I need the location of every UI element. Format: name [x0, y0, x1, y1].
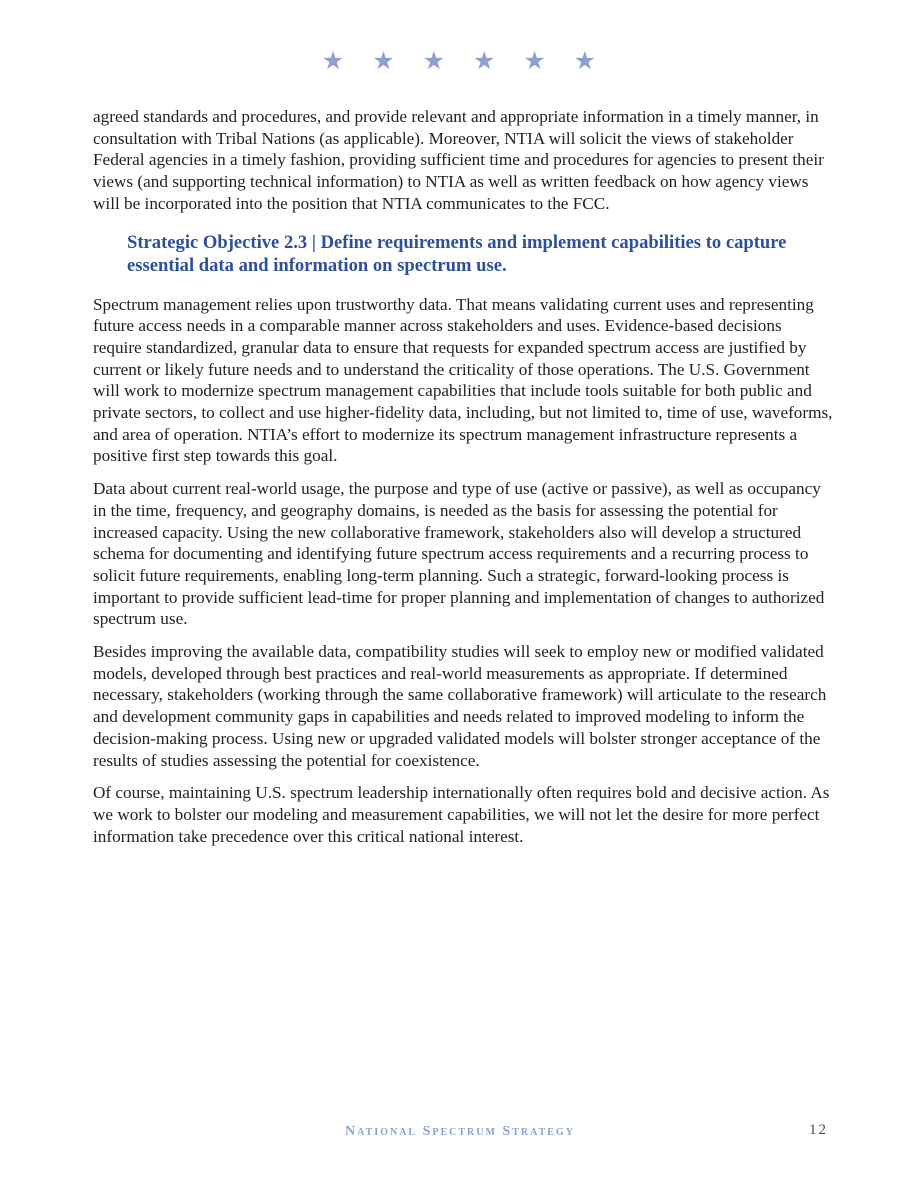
body-paragraph-2: Spectrum management relies upon trustworthy data. That means validating current uses and representing future access needs in a comparable manner across stakeholders and uses. Evidence-based decisions require standardized, granular data to ensure that requests for expanded spectrum access are justified by current or likely future needs and to understand the criticality of those operations. The U.S. Government will work to modernize spectrum management capabilities that include tools suitable for both public and private sectors, to collect and use higher-fidelity data, including, but not limited to, time of use, waveforms, and area of operation. NTIA’s effort to modernize its spectrum management infrastructure represents a positive first step towards this goal. [93, 294, 833, 466]
body-paragraph-5: Of course, maintaining U.S. spectrum leadership internationally often requires bold and decisive action. As we work to bolster our modeling and measurement capabilities, we will not let the desire for more perfect information take precedence over this critical national interest. [93, 783, 830, 846]
body-paragraph-1: agreed standards and procedures, and provide relevant and appropriate information in a timely manner, in consultation with Tribal Nations (as applicable). Moreover, NTIA will solicit the views of stakeholder Federal agencies in a timely fashion, providing sufficient time and procedures for agencies to present their views (and supporting technical information) to NTIA as well as written feedback on how agency views will be incorporated into the position that NTIA communicates to the FCC. [93, 107, 824, 213]
footer-document-title: National Spectrum Strategy [345, 1124, 575, 1139]
body-paragraph-4: Besides improving the available data, compatibility studies will seek to employ new or modified validated models, developed through best practices and real-world measurements as appropriate. If determined necessary, stakeholders (working through the same collaborative framework) will articulate to the research and development community gaps in capabilities and needs related to improved modeling to inform the decision-making process. Using new or upgraded validated models will bolster stronger acceptance of the results of studies assessing the potential for coexistence. [93, 642, 827, 770]
body-paragraph-3: Data about current real-world usage, the purpose and type of use (active or passive), as well as occupancy in the time, frequency, and geography domains, is needed as the basis for assessing the potential for increased capacity. Using the new collaborative framework, stakeholders also will develop a structured schema for documenting and identifying future spectrum access requirements and a recurring process to solicit future requirements, enabling long-term planning. Such a strategic, forward-looking process is important to provide sufficient lead-time for proper planning and implementation of changes to authorized spectrum use. [93, 479, 825, 629]
page-body [93, 106, 833, 858]
decorative-stars-header: ★ ★ ★ ★ ★ ★ [321, 46, 607, 75]
page-number: 12 [809, 1122, 828, 1138]
strategic-objective-heading: Strategic Objective 2.3 | Define requirements and implement capabilities to capture essential data and information on spectrum use. [127, 231, 787, 276]
